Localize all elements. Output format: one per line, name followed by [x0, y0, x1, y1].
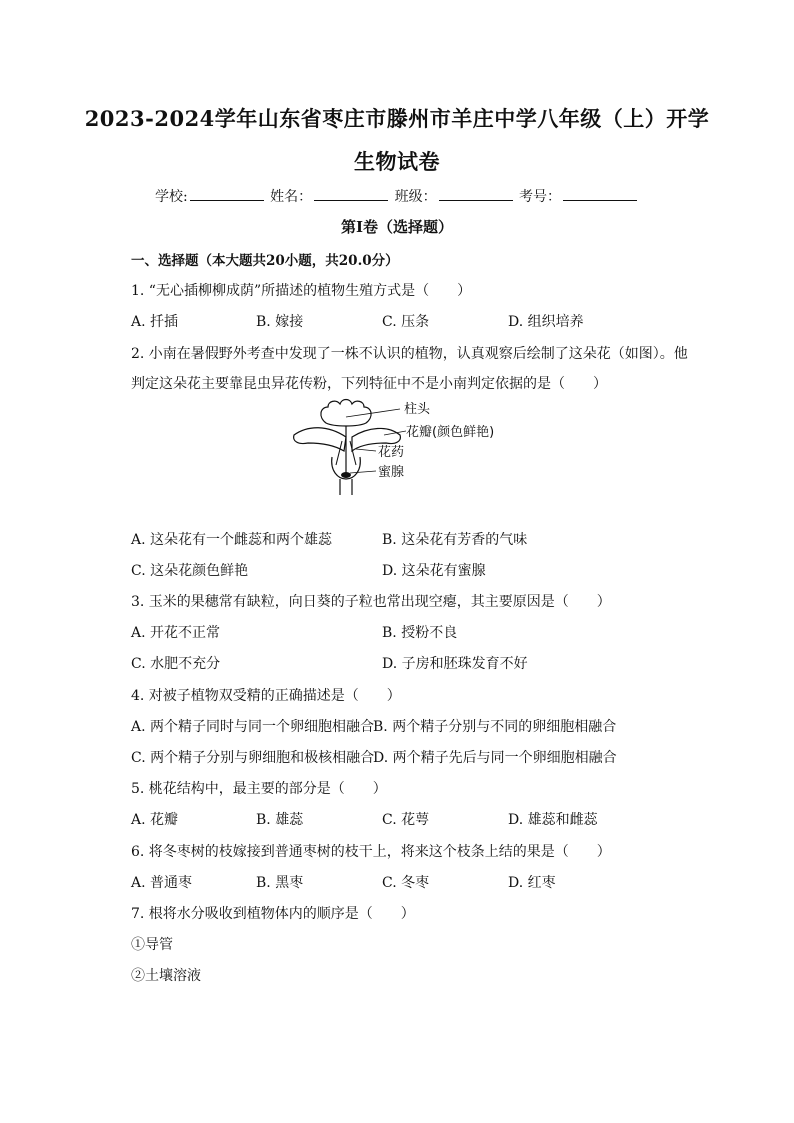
exam-no-label: 考号： — [519, 189, 562, 205]
school-blank[interactable] — [190, 188, 264, 201]
q4-option-b: B. 两个精子分别与不同的卵细胞相融合 — [373, 719, 617, 735]
q6-option-b: B. 黑枣 — [256, 875, 304, 891]
question-2-stem: 2. 小南在暑假野外考查中发现了一株不认识的植物，认真观察后绘制了这朵花（如图）。他 — [131, 346, 688, 362]
q3-option-d: D. 子房和胚珠发育不好 — [382, 656, 528, 672]
q6-option-a: A. 普通枣 — [131, 875, 193, 891]
name-blank[interactable] — [314, 188, 388, 201]
q1-option-b: B. 嫁接 — [256, 314, 304, 330]
flower-diagram — [288, 395, 528, 495]
q4-option-c: C. 两个精子分别与卵细胞和极核相融合 — [131, 750, 375, 766]
student-info-line — [0, 186, 794, 206]
q3-option-c: C. 水肥不充分 — [131, 656, 221, 672]
q7-item-2: ②土壤溶液 — [131, 968, 201, 984]
q3-option-b: B. 授粉不良 — [382, 625, 458, 641]
question-2-stem-cont: 判定这朵花主要靠昆虫异花传粉，下列特征中不是小南判定依据的是（ ） — [131, 376, 607, 392]
question-3-stem: 3. 玉米的果穗常有缺粒，向日葵的子粒也常出现空瘪，其主要原因是（ ） — [131, 594, 611, 610]
q3-option-a: A. 开花不正常 — [131, 625, 221, 641]
exam-no-blank[interactable] — [563, 188, 637, 201]
q2-option-b: B. 这朵花有芳香的气味 — [382, 532, 528, 548]
q2-option-c: C. 这朵花颜色鲜艳 — [131, 563, 249, 579]
exam-title-line2: 生物试卷 — [354, 149, 440, 174]
volume-title: 第I卷（选择题） — [340, 218, 454, 236]
question-6-stem: 6. 将冬枣树的枝嫁接到普通枣树的枝干上，将来这个枝条上结的果是（ ） — [131, 844, 611, 860]
q5-option-b: B. 雄蕊 — [256, 812, 304, 828]
name-label: 姓名： — [270, 189, 313, 205]
q1-option-d: D. 组织培养 — [508, 314, 584, 330]
class-label: 班级： — [394, 189, 437, 205]
q1-option-c: C. 压条 — [382, 314, 430, 330]
q4-option-a: A. 两个精子同时与同一个卵细胞相融合 — [131, 719, 375, 735]
leader-line-anther — [356, 449, 376, 451]
q5-option-d: D. 雄蕊和雌蕊 — [508, 812, 598, 828]
q5-option-c: C. 花萼 — [382, 812, 430, 828]
class-blank[interactable] — [439, 188, 513, 201]
label-nectary: 蜜腺 — [378, 465, 405, 480]
flower-petal-left — [294, 428, 346, 451]
q5-option-a: A. 花瓣 — [131, 812, 179, 828]
label-anther: 花药 — [378, 445, 405, 460]
label-stigma: 柱头 — [404, 402, 431, 417]
flower-stigma — [321, 400, 371, 427]
question-4-stem: 4. 对被子植物双受精的正确描述是（ ） — [131, 688, 401, 704]
flower-stamen-left — [336, 441, 342, 465]
q4-option-d: D. 两个精子先后与同一个卵细胞相融合 — [373, 750, 617, 766]
q2-option-d: D. 这朵花有蜜腺 — [382, 563, 486, 579]
flower-stamen-right — [350, 441, 356, 465]
question-7-stem: 7. 根将水分吸收到植物体内的顺序是（ ） — [131, 906, 415, 922]
q7-item-1: ①导管 — [131, 937, 173, 953]
q6-option-c: C. 冬枣 — [382, 875, 430, 891]
exam-title-line1: 2023-2024学年山东省枣庄市滕州市羊庄中学八年级（上）开学 — [84, 106, 710, 131]
question-1-stem: 1. “无心插柳柳成荫”所描述的植物生殖方式是（ ） — [131, 283, 472, 299]
flower-nectary — [341, 472, 351, 478]
leader-line-stigma — [346, 409, 400, 417]
q1-option-a: A. 扦插 — [131, 314, 179, 330]
school-label: 学校: — [154, 189, 188, 205]
label-petal: 花瓣(颜色鲜艳) — [406, 425, 495, 440]
section-title: 一、选择题（本大题共20小题，共20.0分） — [131, 253, 399, 269]
leader-line-nectary — [350, 471, 376, 473]
q2-option-a: A. 这朵花有一个雌蕊和两个雄蕊 — [131, 532, 333, 548]
question-5-stem: 5. 桃花结构中，最主要的部分是（ ） — [131, 781, 387, 797]
q6-option-d: D. 红枣 — [508, 875, 556, 891]
